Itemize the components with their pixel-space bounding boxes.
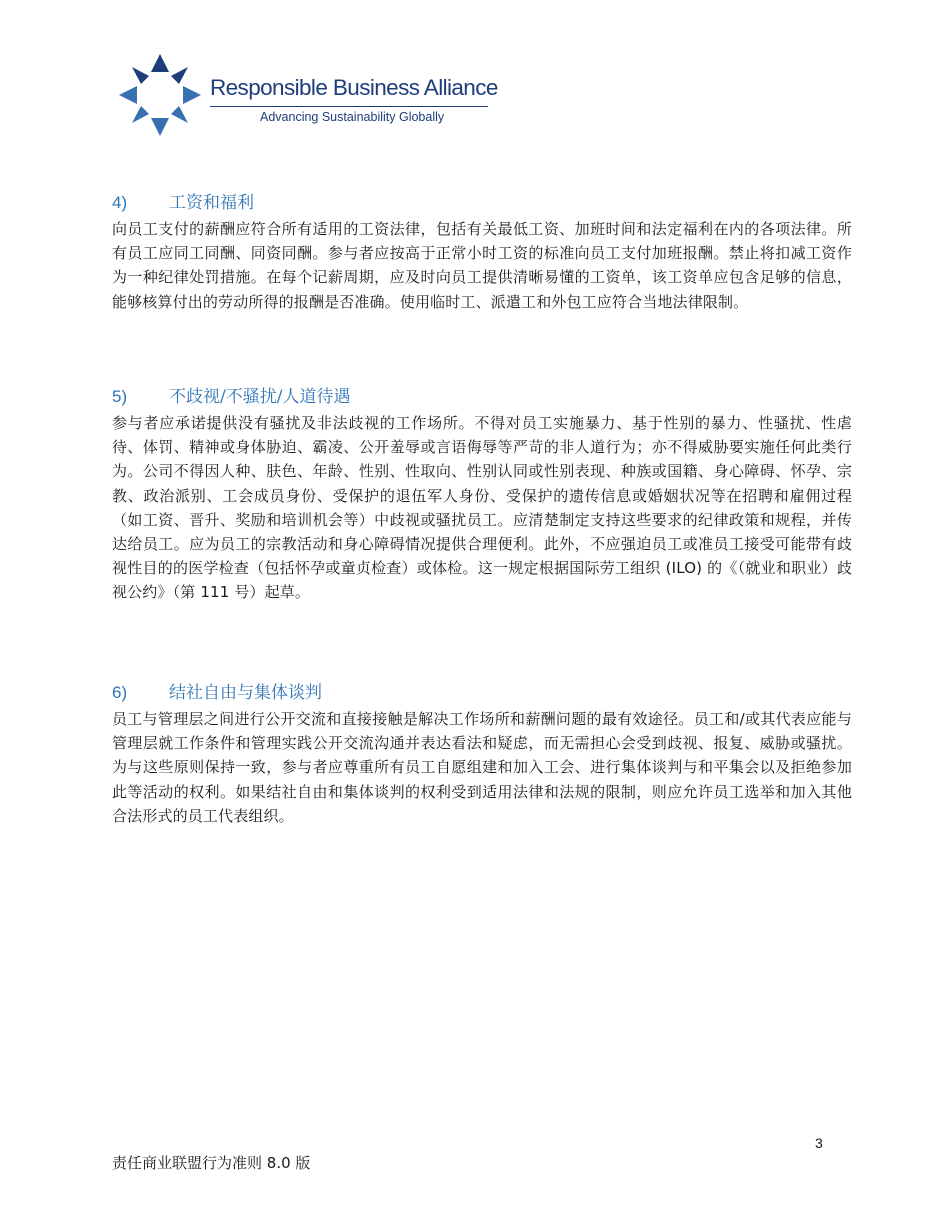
section-wages-benefits (112, 189, 852, 314)
section-title: 结社自由与集体谈判 (169, 683, 322, 703)
section-heading (112, 679, 852, 707)
section-body: 向员工支付的薪酬应符合所有适用的工资法律，包括有关最低工资、加班时间和法定福利在内的各项法律。所有员工应同工同酬、同资同酬。参与者应按高于正常小时工资的标准向员工支付加班报酬。禁止将扣减工资作为一种纪律处罚措施。在每个记薪周期，应及时向员工提供清晰易懂的工资单，该工资单应包含足够的信息，能够核算付出的劳动所得的报酬是否准确。使用临时工、派遣工和外包工应符合当地法律限制。 (112, 220, 852, 311)
section-number: 6) (112, 683, 128, 702)
section-heading (112, 189, 852, 217)
section-body: 员工与管理层之间进行公开交流和直接接触是解决工作场所和薪酬问题的最有效途径。员工和/或其代表应能与管理层就工作条件和管理实践公开交流沟通并表达看法和疑虑，而无需担心会受到歧视、报复、威胁或骚扰。为与这些原则保持一致，参与者应尊重所有员工自愿组建和加入工会、进行集体谈判与和平集会以及拒绝参加此等活动的权利。如果结社自由和集体谈判的权利受到适用法律和法规的限制，则应允许员工选举和加入其他合法形式的员工代表组织。 (112, 710, 852, 825)
footer-text: 责任商业联盟行为准则 8.0 版 (112, 1154, 311, 1172)
logo-tagline: Advancing Sustainability Globally (260, 110, 445, 124)
section-heading (112, 383, 852, 411)
section-title: 不歧视/不骚扰/人道待遇 (169, 387, 351, 407)
rba-logo (117, 52, 497, 142)
rba-logo-mark-icon (117, 52, 203, 138)
logo-name: Responsible Business Alliance (210, 75, 498, 100)
logo-divider (210, 106, 488, 107)
page-number: 3 (815, 1135, 823, 1151)
section-freedom-of-association (112, 679, 852, 828)
section-number: 4) (112, 193, 128, 212)
section-number: 5) (112, 387, 128, 406)
section-body: 参与者应承诺提供没有骚扰及非法歧视的工作场所。不得对员工实施暴力、基于性别的暴力、性骚扰、性虐待、体罚、精神或身体胁迫、霸凌、公开羞辱或言语侮辱等严苛的非人道行为；亦不得威胁要实施任何此类行为。公司不得因人种、肤色、年龄、性别、性取向、性别认同或性别表现、种族或国籍、身心障碍、怀孕、宗教、政治派别、工会成员身份、受保护的退伍军人身份、受保护的遗传信息或婚姻状况等在招聘和雇佣过程（如工资、晋升、奖励和培训机会等）中歧视或骚扰员工。应清楚制定支持这些要求的纪律政策和规程，并传达给员工。应为员工的宗教活动和身心障碍情况提供合理便利。此外，不应强迫员工或准员工接受可能带有歧视性目的的医学检查（包括怀孕或童贞检查）或体检。这一规定根据国际劳工组织 (ILO) 的《（就业和职业）歧视公约》（第 111 号）起草。 (112, 414, 852, 602)
section-title: 工资和福利 (169, 193, 254, 213)
section-non-discrimination (112, 383, 852, 605)
